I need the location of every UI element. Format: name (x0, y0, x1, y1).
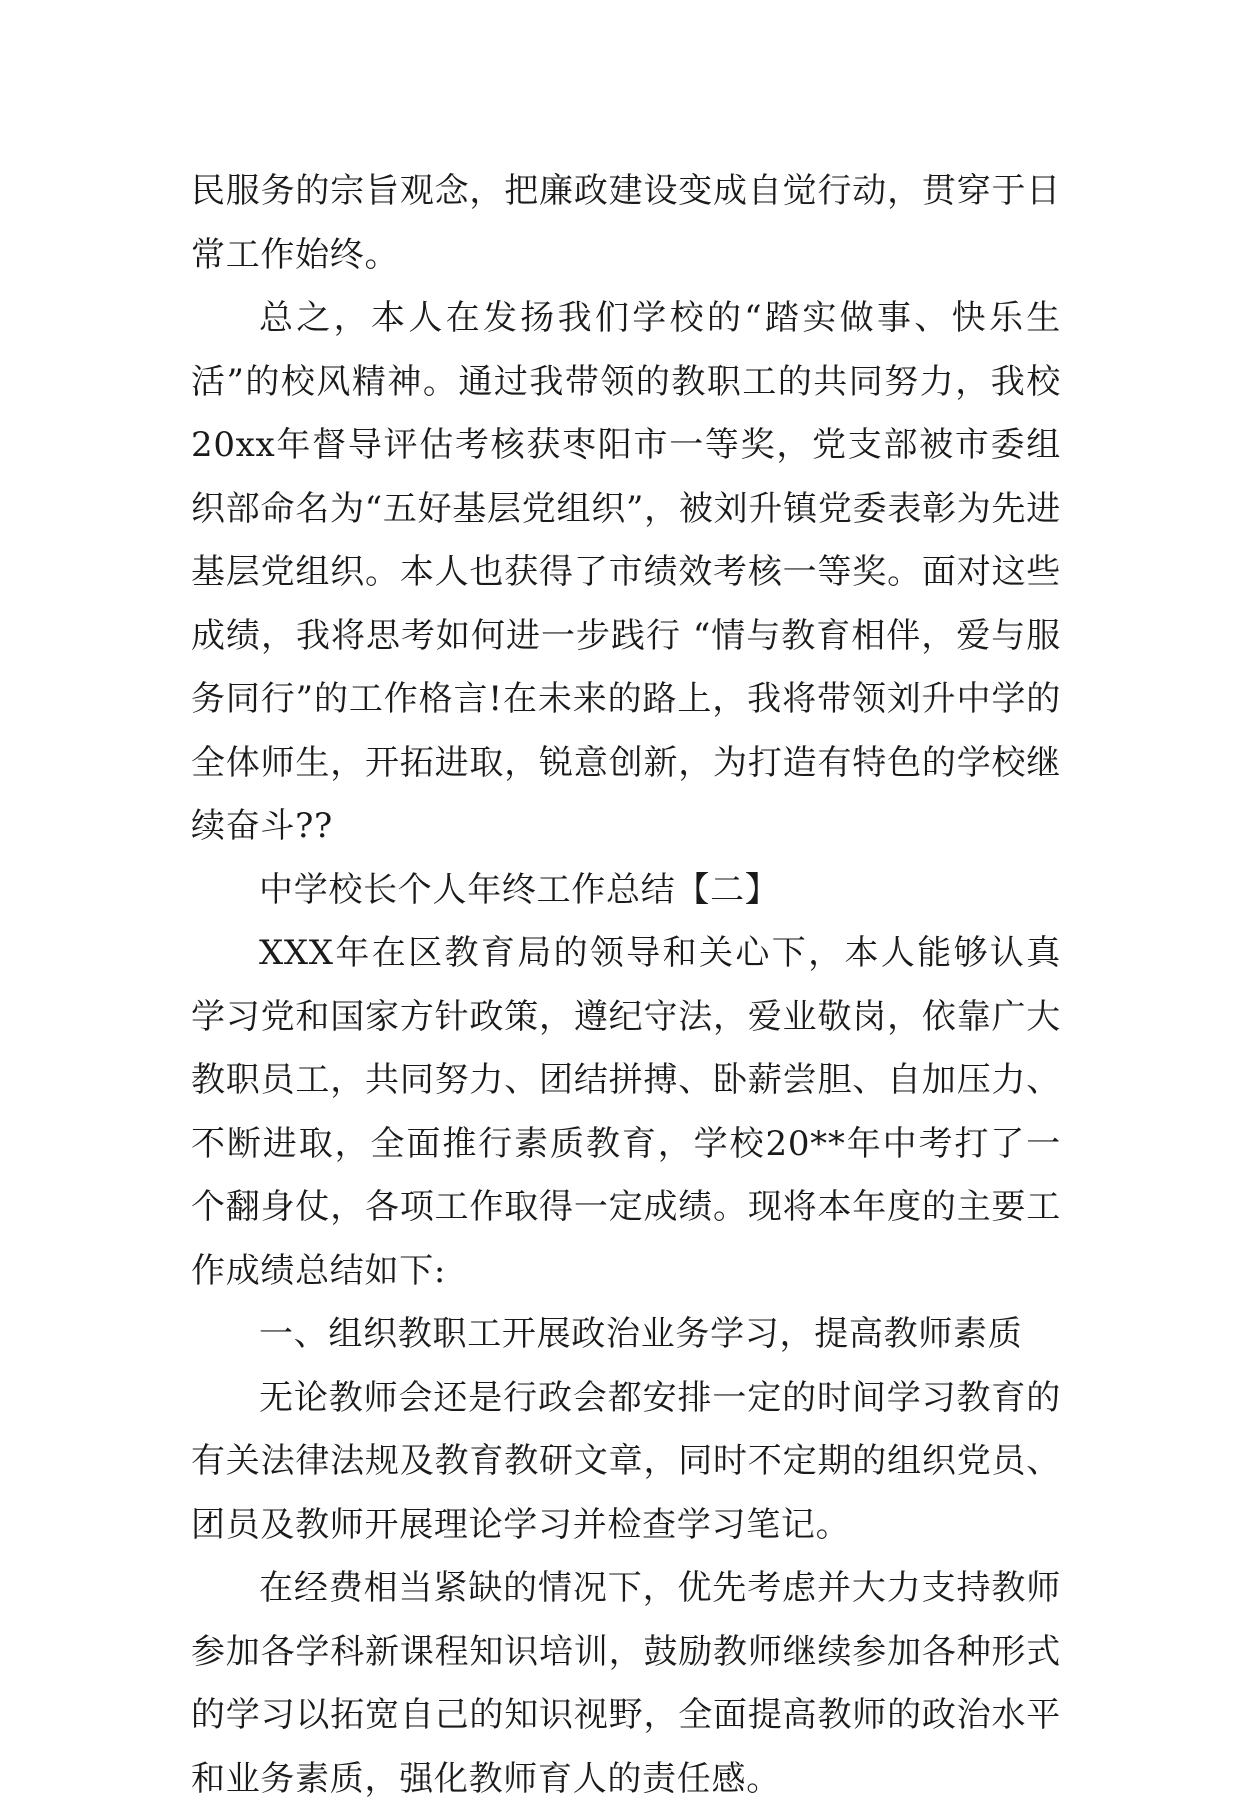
document-body (191, 160, 1061, 1811)
paragraph-summary: 总之，本人在发扬我们学校的“踏实做事、快乐生活”的校风精神。通过我带领的教职工的共同努力，我校20xx年督导评估考核获枣阳市一等奖，党支部被市委组织部命名为“五好基层党组织”，被刘升镇党委表彰为先进基层党组织。本人也获得了市绩效考核一等奖。面对这些成绩，我将思考如何进一步践行 “情与教育相伴，爱与服务同行”的工作格言!在未来的路上，我将带领刘升中学的全体师生，开拓进取，锐意创新，为打造有特色的学校继续奋斗?? (191, 298, 1061, 846)
section-title: 中学校长个人年终工作总结【二】 (259, 869, 780, 910)
paragraph-intro: XXX年在区教育局的领导和关心下，本人能够认真学习党和国家方针政策，遵纪守法，爱业敬岗，依靠广大教职员工，共同努力、团结拼搏、卧薪尝胆、自加压力、不断进取，全面推行素质教育，学校20**年中考打了一个翻身仗，各项工作取得一定成绩。现将本年度的主要工作成绩总结如下: (191, 933, 1061, 1291)
paragraph-continued: 民服务的宗旨观念，把廉政建设变成自觉行动，贯穿于日常工作始终。 (191, 171, 1061, 275)
paragraph-study: 无论教师会还是行政会都安排一定的时间学习教育的有关法律法规及教育教研文章，同时不定期的组织党员、团员及教师开展理论学习并检查学习笔记。 (191, 1377, 1061, 1545)
subsection-heading: 一、组织教职工开展政治业务学习，提高教师素质 (259, 1314, 1023, 1354)
paragraph-training: 在经费相当紧缺的情况下，优先考虑并大力支持教师参加各学科新课程知识培训，鼓励教师继续参加各种形式的学习以拓宽自己的知识视野，全面提高教师的政治水平和业务素质，强化教师育人的责任感。 (191, 1568, 1061, 1799)
